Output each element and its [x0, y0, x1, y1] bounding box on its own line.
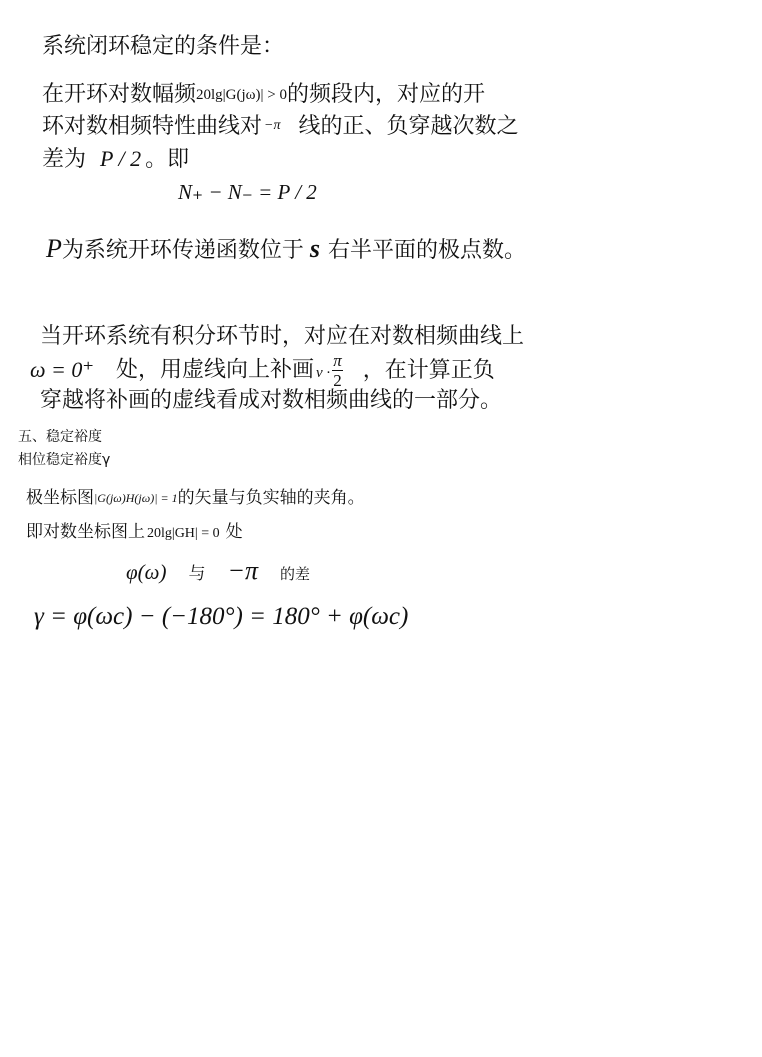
stability-line-2-suffix: 线的正、负穿越次数之 — [298, 114, 519, 139]
stability-line-2-prefix: 环对数相频特性曲线对 — [42, 114, 263, 139]
stability-line-1-prefix: 在开环对数幅频 — [42, 82, 197, 107]
fraction-numerator: π — [333, 351, 342, 370]
omega-zero-plus-formula: ω = 0⁺ — [30, 356, 94, 382]
stability-line-3-prefix: 差为 — [42, 147, 87, 172]
definition-1-suffix: 的矢量与负实轴的夹角。 — [177, 488, 365, 508]
phase-margin-definition-1 — [26, 490, 365, 507]
with-text: 与 — [188, 564, 206, 584]
minus-pi-formula: −π — [264, 118, 281, 133]
crossing-count-equation: N₊ − N₋ = P / 2 — [178, 180, 317, 204]
definition-2-suffix: 处 — [225, 522, 243, 542]
integral-line-1: 当开环系统有积分环节时，对应在对数相频曲线上 — [40, 324, 525, 349]
stability-line-3-suffix: 。即 — [145, 147, 190, 172]
section-heading-stability-margin: 五、稳定裕度 — [18, 429, 102, 445]
p-definition-text: 为系统开环传递函数位于 — [61, 238, 304, 263]
integral-line-2 — [30, 352, 495, 389]
s-definition-text: 右半平面的极点数。 — [328, 238, 527, 263]
stability-condition-heading: 系统闭环稳定的条件是： — [42, 34, 285, 59]
integral-line-2-suffix: ，在计算正负 — [362, 357, 495, 383]
fraction-denominator: 2 — [333, 371, 342, 390]
integral-line-2-mid: 处，用虚线向上补画 — [116, 357, 315, 383]
zero-db-formula: 20lg|GH| = 0 — [147, 526, 220, 541]
pi-over-two-fraction — [332, 352, 343, 389]
nu-symbol: ν · — [316, 364, 331, 381]
definition-1-prefix: 极坐标图 — [26, 488, 94, 508]
unit-magnitude-formula: |G(jω)H(jω)| = 1 — [94, 491, 178, 505]
integral-line-3: 穿越将补画的虚线看成对数相频曲线的一部分。 — [40, 388, 503, 413]
negative-pi-formula: −π — [227, 556, 259, 585]
phase-margin-definition-2 — [26, 524, 243, 541]
s-symbol: s — [309, 234, 321, 263]
definition-2-prefix: 即对数坐标图上 — [26, 522, 145, 542]
stability-line-1-suffix: 的频段内，对应的开 — [287, 82, 486, 107]
phi-omega-formula: φ(ω) — [126, 560, 167, 584]
magnitude-condition-formula: 20lg|G(jω)| > 0 — [196, 87, 288, 103]
difference-text: 的差 — [280, 565, 311, 583]
stability-line-3 — [42, 148, 189, 171]
phase-margin-equation: γ = φ(ωc) − (−180°) = 180° + φ(ωc) — [34, 603, 409, 630]
stability-line-1 — [42, 84, 485, 106]
p-definition-line — [46, 236, 526, 262]
p-over-2-formula: P / 2 — [100, 146, 142, 171]
stability-line-2 — [42, 116, 519, 138]
p-symbol: P — [46, 234, 62, 263]
section-heading-phase-margin: 相位稳定裕度γ — [18, 452, 111, 468]
phase-difference-line — [126, 558, 310, 584]
